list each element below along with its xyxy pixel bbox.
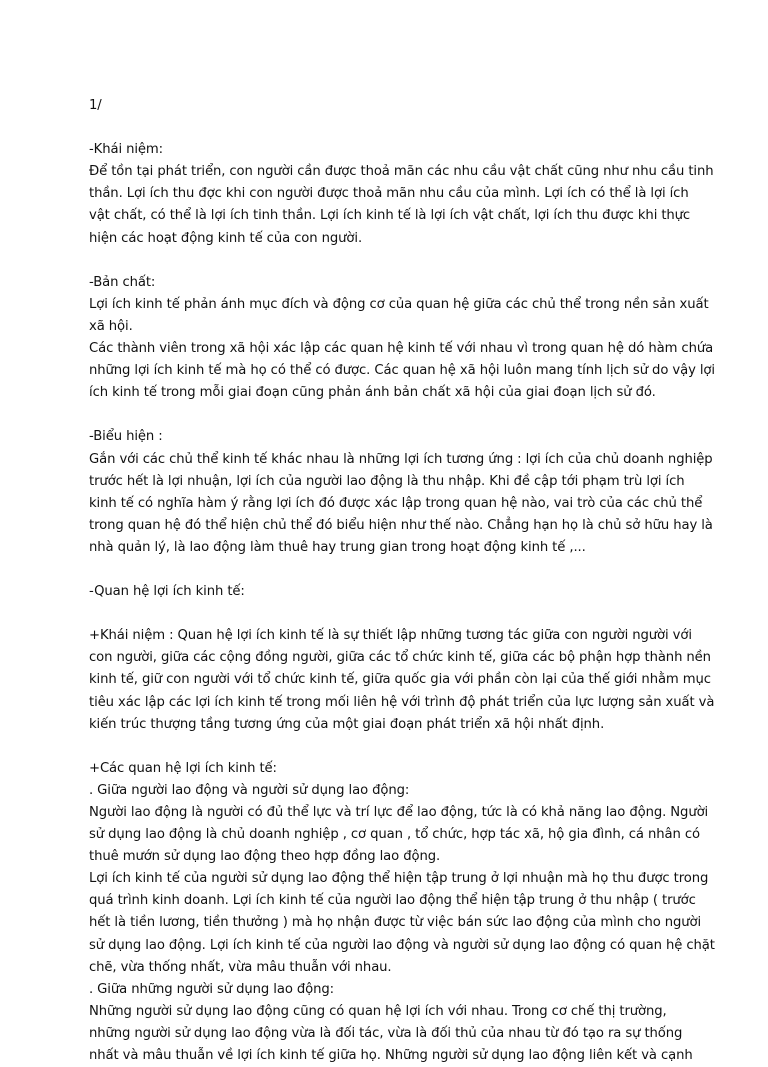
paragraph-line: kiến trúc thượng tầng tương ứng của một giai đoạn phát triển xã hội nhất định. — [89, 716, 605, 732]
paragraph — [89, 294, 709, 338]
paragraph — [89, 161, 714, 249]
paragraph-line: tiêu xác lập các lợi ích kinh tế trong mối liên hệ với trình độ phát triển của lực lượng sản xuất và — [89, 694, 715, 710]
paragraph-line: sử dụng lao động. Lợi ích kinh tế của người lao động và người sử dụng lao động có quan hệ chặt — [89, 937, 715, 953]
paragraph-line: Các thành viên trong xã hội xác lập các quan hệ kinh tế với nhau vì trong quan hệ dó hàm chứa — [89, 341, 714, 357]
text-line: -Biểu hiện : — [89, 429, 163, 445]
paragraph-line: Để tồn tại phát triển, con người cần được thoả mãn các nhu cầu vật chất cũng như nhu cầu tinh — [89, 164, 714, 180]
paragraph-line: vật chất, có thể là lợi ích tinh thần. Lợi ích kinh tế là lợi ích vật chất, lợi ích thu được khi thực — [89, 208, 691, 224]
paragraph-line: kinh tế có nghĩa hàm ý rằng lợi ích đó được xác lập trong quan hệ nào, vai trò của các chủ thể — [89, 495, 703, 511]
blank-line — [89, 559, 689, 581]
paragraph-line: trong quan hệ đó thể hiện chủ thể đó biểu hiện như thế nào. Chẳng hạn họ là chủ sở hữu hay là — [89, 517, 713, 533]
document-body — [89, 95, 715, 1067]
paragraph-line: chẽ, vừa thống nhất, vừa mâu thuẫn với nhau. — [89, 959, 392, 975]
paragraph — [89, 1001, 693, 1067]
paragraph-line: Lợi ích kinh tế phản ánh mục đích và động cơ của quan hệ giữa các chủ thể trong nền sản xuất — [89, 296, 709, 312]
text-line: +Các quan hệ lợi ích kinh tế: — [89, 760, 277, 776]
text-line: -Quan hệ lợi ích kinh tế: — [89, 584, 245, 600]
paragraph — [89, 868, 715, 978]
paragraph-line: hiện các hoạt động kinh tế của con người. — [89, 230, 363, 246]
blank-line — [89, 603, 689, 625]
paragraph-line: những người sử dụng lao động vừa là đối tác, vừa là đối thủ của nhau từ đó tạo ra sự thống — [89, 1025, 683, 1041]
paragraph — [89, 338, 715, 404]
paragraph-line: kinh tế, giữ con người với tổ chức kinh tế, giữa quốc gia với phần còn lại của thế giới nhằm mục — [89, 672, 711, 688]
blank-line — [89, 117, 689, 139]
text-line: . Giữa người lao động và người sử dụng lao động: — [89, 782, 410, 798]
paragraph-line: hết là tiền lương, tiền thưởng ) mà họ nhận được từ việc bán sức lao động của mình cho người — [89, 915, 702, 931]
paragraph — [89, 449, 713, 559]
paragraph-line: nhà quản lý, là lao động làm thuê hay trung gian trong hoạt động kinh tế ,... — [89, 539, 586, 555]
paragraph-line: nhất và mâu thuẫn về lợi ích kinh tế giữa họ. Những người sử dụng lao động liên kết và cạnh — [89, 1048, 693, 1064]
paragraph-line: thần. Lợi ích thu đợc khi con người được thoả mãn nhu cầu của mình. Lợi ích có thể là lợi ích — [89, 186, 689, 202]
blank-line — [89, 250, 689, 272]
text-line: 1/ — [89, 98, 102, 113]
paragraph-line: sử dụng lao động là chủ doanh nghiệp , cơ quan , tổ chức, hợp tác xã, hộ gia đình, cá nhân có — [89, 827, 700, 843]
paragraph — [89, 625, 715, 735]
paragraph-line: những lợi ích kinh tế mà họ có thể có được. Các quan hệ xã hội luôn mang tính lịch sử do vậy lợi — [89, 363, 715, 379]
paragraph-line: trước hết là lợi nhuận, lợi ích của người lao động là thu nhập. Khi đề cập tới phạm trù lợi ích — [89, 473, 685, 489]
paragraph-line: con người, giữa các cộng đồng người, giữa các tổ chức kinh tế, giữa các bộ phận hợp thành nền — [89, 650, 711, 666]
text-line: . Giữa những người sử dụng lao động: — [89, 981, 334, 997]
blank-line — [89, 736, 689, 758]
paragraph-line: Gắn với các chủ thể kinh tế khác nhau là những lợi ích tương ứng : lợi ích của chủ doanh nghiệp — [89, 451, 713, 467]
paragraph-line: thuê mướn sử dụng lao động theo hợp đồng lao động. — [89, 849, 441, 865]
paragraph-line: Những người sử dụng lao động cũng có quan hệ lợi ích với nhau. Trong cơ chế thị trường, — [89, 1003, 667, 1019]
text-line: -Bản chất: — [89, 274, 156, 290]
paragraph-line: xã hội. — [89, 318, 133, 334]
paragraph — [89, 802, 709, 868]
paragraph-line: quá trình kinh doanh. Lợi ích kinh tế của người lao động thể hiện tập trung ở thu nhập ( trước — [89, 893, 696, 909]
paragraph-line: Lợi ích kinh tế của người sử dụng lao động thể hiện tập trung ở lợi nhuận mà họ thu được trong — [89, 871, 709, 887]
paragraph-line: +Khái niệm : Quan hệ lợi ích kinh tế là sự thiết lập những tương tác giữa con người người với — [89, 628, 692, 644]
paragraph-line: ích kinh tế trong mỗi giai đoạn cũng phản ánh bản chất xã hội của giai đoạn lịch sử đó. — [89, 385, 656, 401]
text-line: -Khái niệm: — [89, 142, 164, 158]
blank-line — [89, 404, 689, 426]
paragraph-line: Người lao động là người có đủ thể lực và trí lực để lao động, tức là có khả năng lao động. Người — [89, 805, 709, 820]
